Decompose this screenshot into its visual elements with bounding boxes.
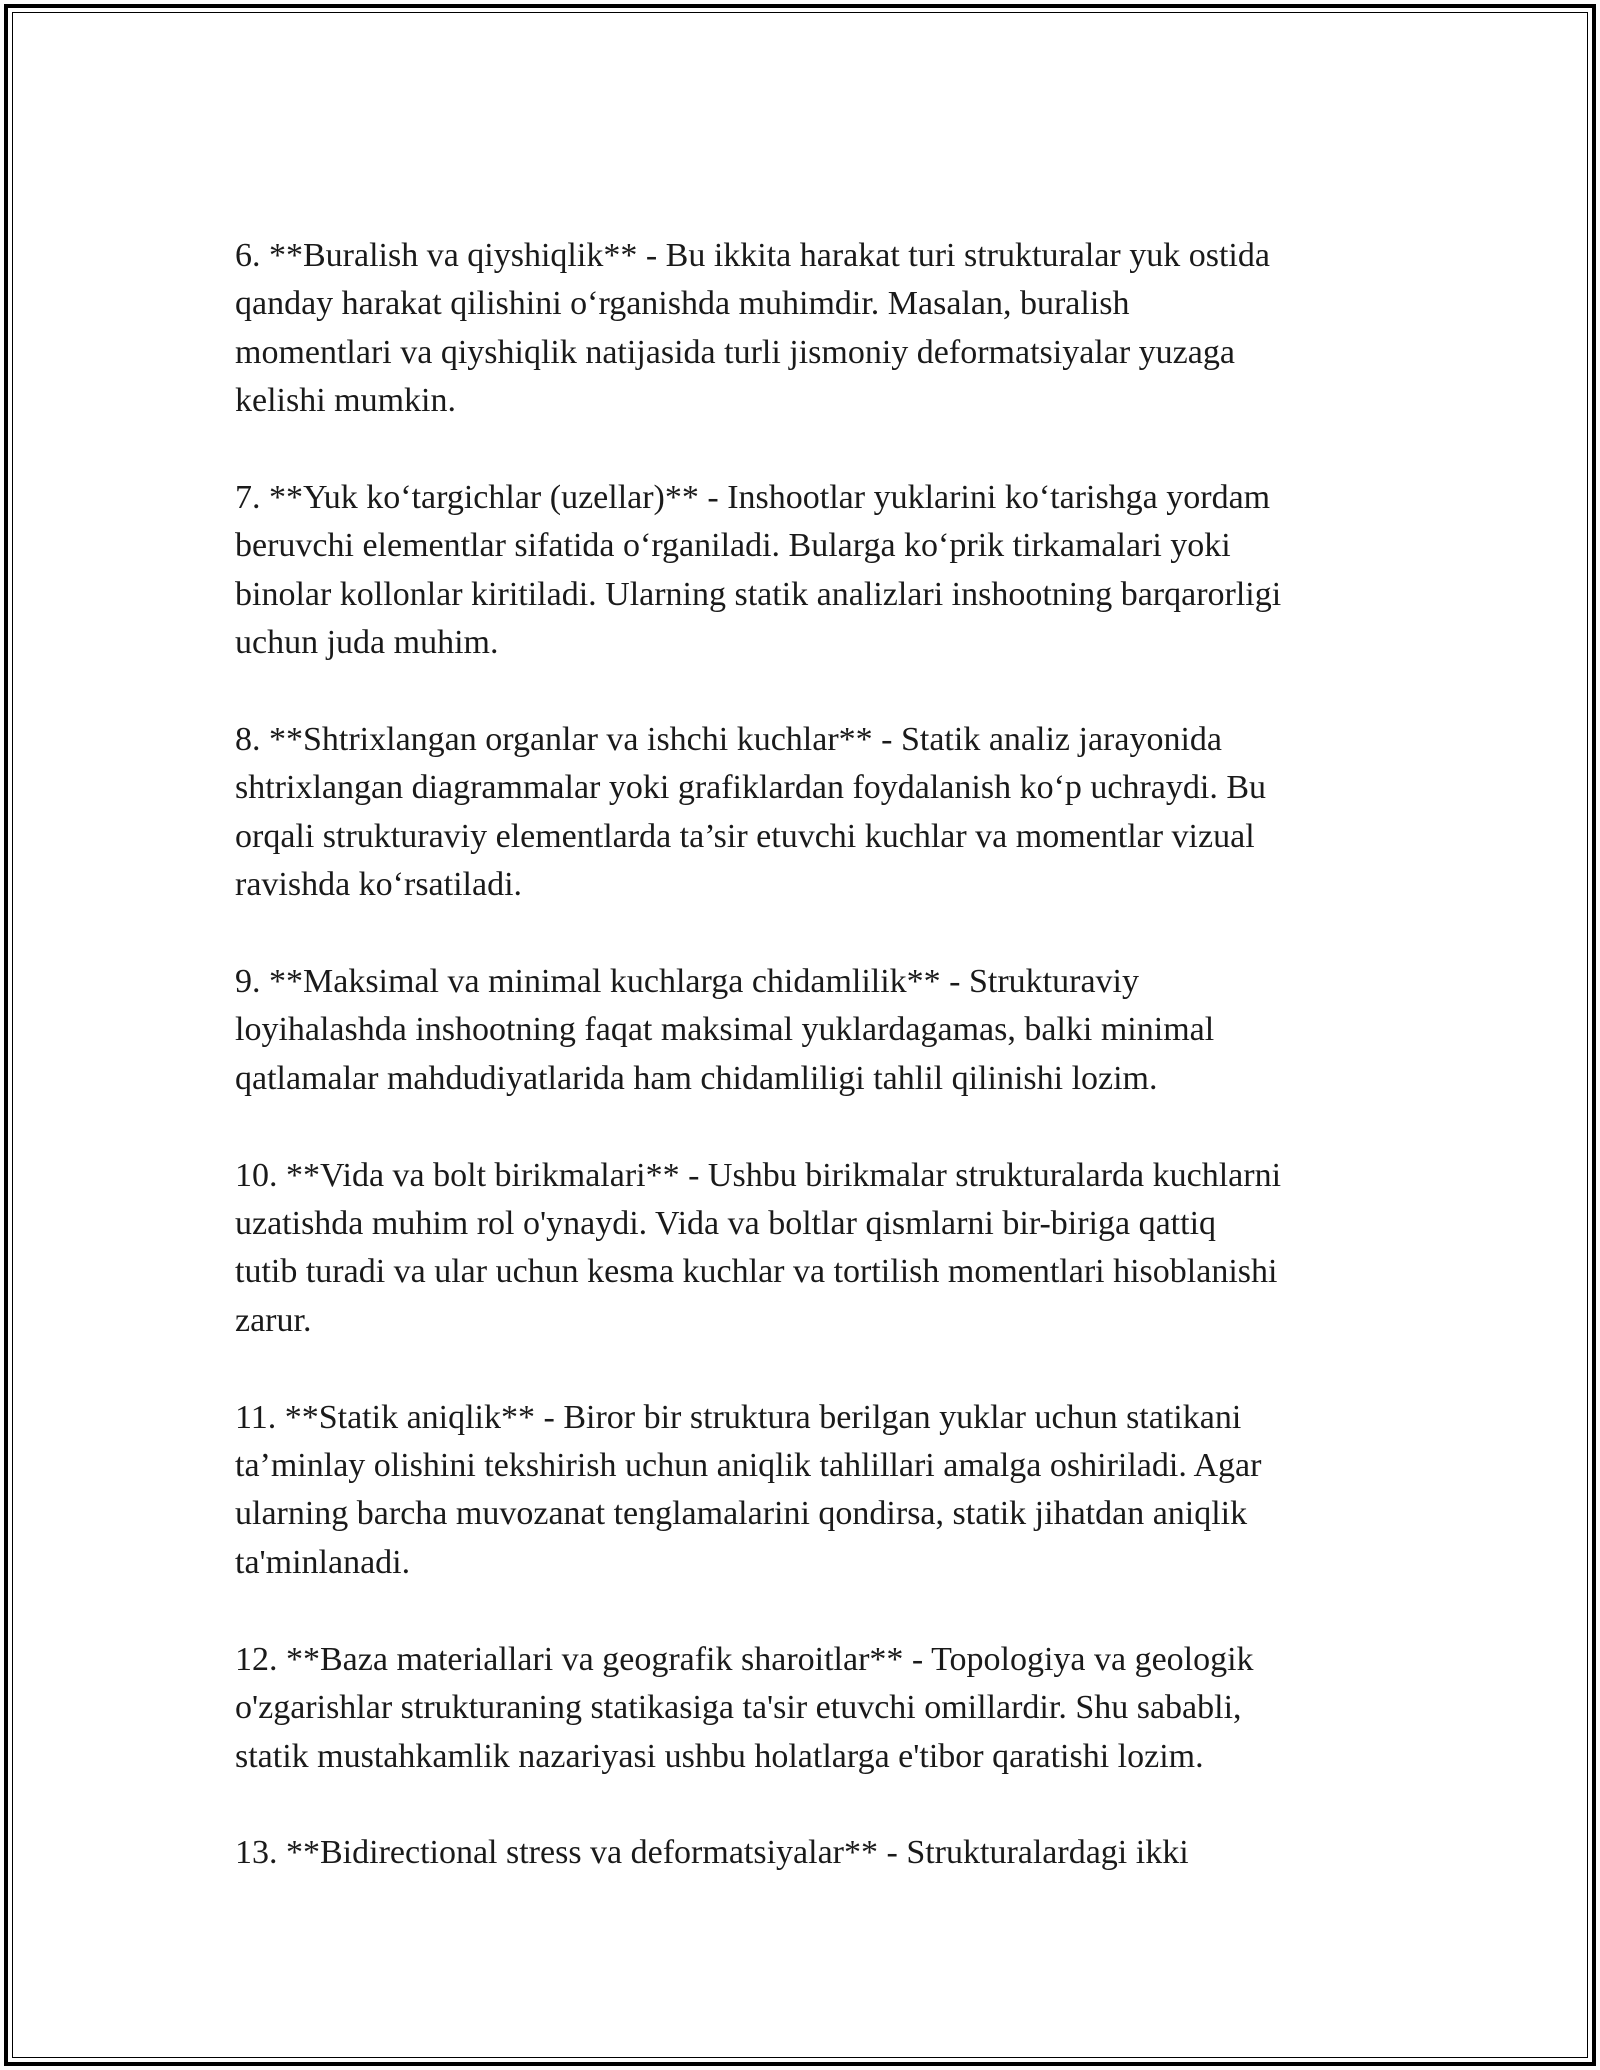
document-body (235, 232, 1385, 1926)
paragraph-13: 13. **Bidirectional stress va deformatsiyalar** - Strukturalardagi ikki (235, 1834, 1189, 1872)
paragraph-12: 12. **Baza materiallari va geografik sharoitlar** - Topologiya va geologik o'zgarishlar strukturaning statikasiga ta'sir etuvchi omillardir. Shu sababli, statik mustahkamlik nazariyasi ushbu holatlarga e'tibor qaratishi lozim. (235, 1640, 1254, 1775)
paragraph-7: 7. **Yuk ko‘targichlar (uzellar)** - Inshootlar yuklarini ko‘tarishga yordam beruvchi elementlar sifatida o‘rganiladi. Bularga ko‘prik tirkamalari yoki binolar kollonlar kiritiladi. Ularning statik analizlari inshootning barqarorligi uchun juda muhim. (235, 479, 1282, 662)
paragraph-8: 8. **Shtrixlangan organlar va ishchi kuchlar** - Statik analiz jarayonida shtrixlangan diagrammalar yoki grafiklardan foydalanish ko‘p uchraydi. Bu orqali strukturaviy elementlarda ta’sir etuvchi kuchlar va momentlar vizual ravishda ko‘rsatiladi. (235, 721, 1267, 904)
paragraph-9: 9. **Maksimal va minimal kuchlarga chidamlilik** - Strukturaviy loyihalashda inshootning faqat maksimal yuklardagamas, balki minimal qatlamalar mahdudiyatlarida ham chidamliligi tahlil qilinishi lozim. (235, 963, 1215, 1097)
paragraph-6: 6. **Buralish va qiyshiqlik** - Bu ikkita harakat turi strukturalar yuk ostida qanday harakat qilishini o‘rganishda muhimdir. Masalan, buralish momentlari va qiyshiqlik natijasida turli jismoniy deformatsiyalar yuzaga kelishi mumkin. (235, 237, 1270, 420)
paragraph-10: 10. **Vida va bolt birikmalari** - Ushbu birikmalar strukturalarda kuchlarni uzatishda muhim rol o'ynaydi. Vida va boltlar qismlarni bir-biriga qattiq tutib turadi va ular uchun kesma kuchlar va tortilish momentlari hisoblanishi zarur. (235, 1156, 1282, 1339)
paragraph-11: 11. **Statik aniqlik** - Biror bir struktura berilgan yuklar uchun statikani ta’minlay olishini tekshirish uchun aniqlik tahlillari amalga oshiriladi. Agar ularning barcha muvozanat tenglamalarini qondirsa, statik jihatdan aniqlik ta'minlanadi. (235, 1398, 1262, 1581)
